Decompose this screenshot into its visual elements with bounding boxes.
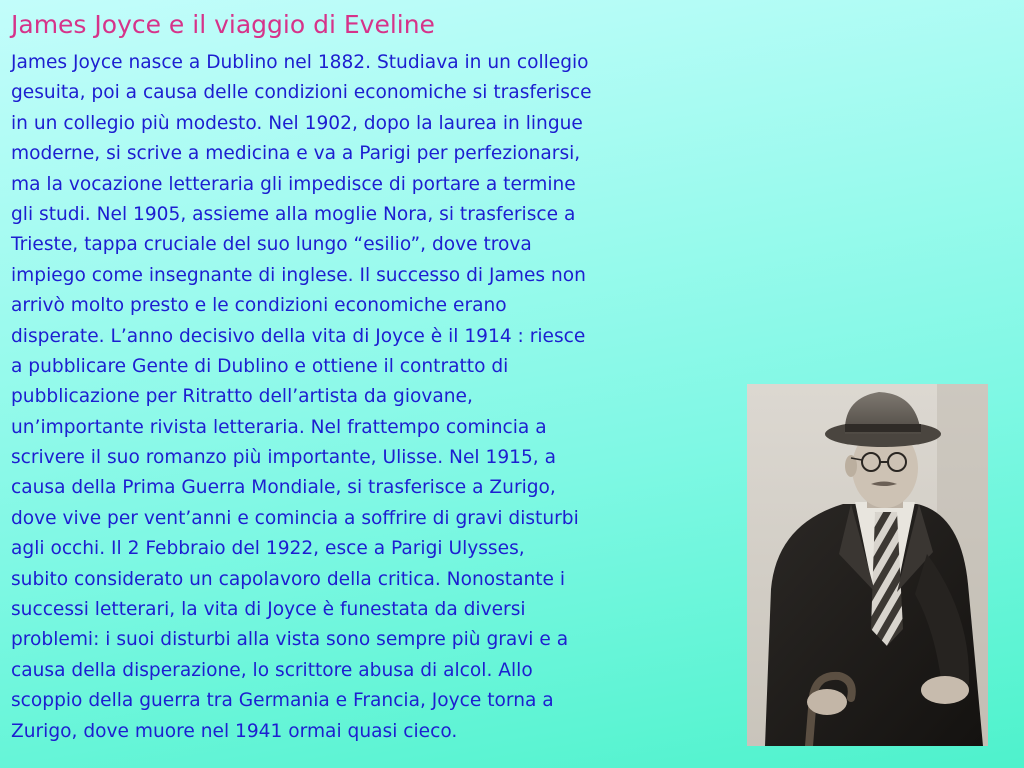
body-line: moderne, si scrive a medicina e va a Parigi per perfezionarsi, (11, 143, 581, 165)
body-line: causa della disperazione, lo scrittore abusa di alcol. Allo (11, 659, 533, 681)
body-line: successi letterari, la vita di Joyce è funestata da diversi (11, 599, 526, 621)
body-line: un’importante rivista letteraria. Nel frattempo comincia a (11, 416, 547, 438)
body-line: dove vive per vent’anni e comincia a soffrire di gravi disturbi (11, 507, 579, 529)
body-line: scoppio della guerra tra Germania e Francia, Joyce torna a (11, 690, 554, 712)
body-line: problemi: i suoi disturbi alla vista sono sempre più gravi e a (11, 629, 569, 651)
body-line: pubblicazione per Ritratto dell’artista da giovane, (11, 386, 473, 408)
body-line: Zurigo, dove muore nel 1941 ormai quasi cieco. (11, 720, 458, 742)
body-line: subito considerato un capolavoro della critica. Nonostante i (11, 568, 566, 590)
body-line: gli studi. Nel 1905, assieme alla moglie Nora, si trasferisce a (11, 203, 576, 225)
body-line: gesuita, poi a causa delle condizioni economiche si trasferisce (11, 82, 592, 104)
body-line: James Joyce nasce a Dublino nel 1882. Studiava in un collegio (11, 52, 589, 73)
body-line: causa della Prima Guerra Mondiale, si trasferisce a Zurigo, (11, 477, 556, 499)
body-line: agli occhi. Il 2 Febbraio del 1922, esce a Parigi Ulysses, (11, 538, 525, 560)
body-line: ma la vocazione letteraria gli impedisce di portare a termine (11, 173, 576, 195)
body-line: scrivere il suo romanzo più importante, Ulisse. Nel 1915, a (11, 447, 557, 469)
body-line: Trieste, tappa cruciale del suo lungo “esilio”, dove trova (11, 234, 532, 256)
portrait-illustration (747, 384, 988, 746)
body-line: in un collegio più modesto. Nel 1902, dopo la laurea in lingue (11, 112, 583, 134)
body-line: impiego come insegnante di inglese. Il successo di James non (11, 264, 586, 286)
body-line: disperate. L’anno decisivo della vita di Joyce è il 1914 : riesce (11, 325, 586, 347)
body-line: a pubblicare Gente di Dublino e ottiene il contratto di (11, 355, 509, 377)
body-line: arrivò molto presto e le condizioni economiche erano (11, 295, 507, 317)
portrait-photo (747, 384, 988, 746)
slide-body-text (11, 48, 751, 747)
slide-title: James Joyce e il viaggio di Eveline (11, 10, 435, 39)
